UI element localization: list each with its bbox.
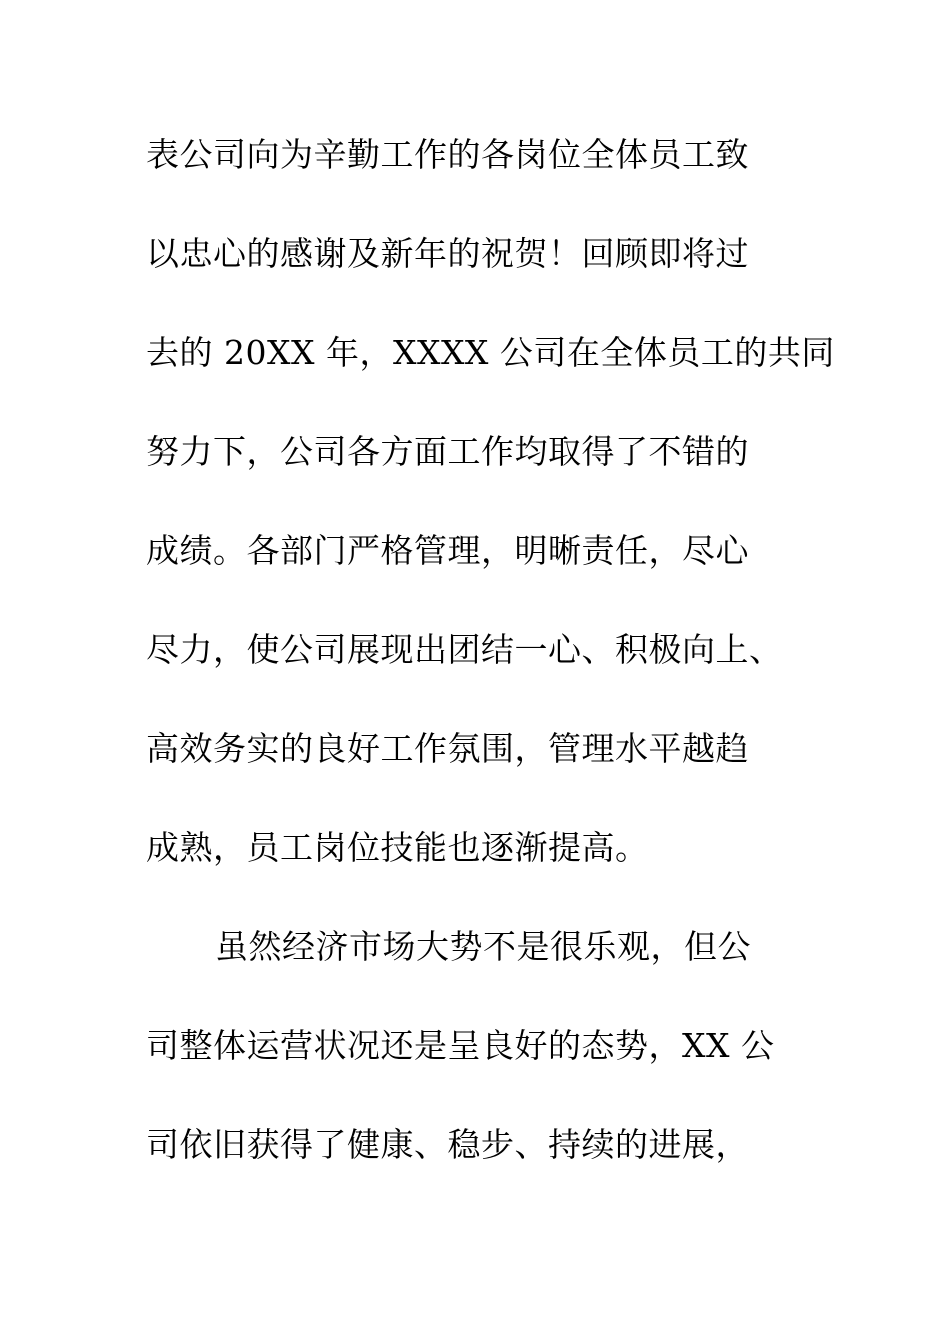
text-line: 以忠心的感谢及新年的祝贺！回顾即将过	[146, 234, 749, 273]
text-line: 高效务实的良好工作氛围，管理水平越趋	[146, 729, 749, 768]
body-text	[146, 122, 835, 1211]
text-line: 成熟，员工岗位技能也逐渐提高。	[146, 828, 649, 867]
text-line: 尽力，使公司展现出团结一心、积极向上、	[146, 630, 783, 669]
text-line: 司依旧获得了健康、稳步、持续的进展，	[146, 1125, 749, 1164]
text-line: 司整体运营状况还是呈良好的态势，XX 公	[146, 1026, 775, 1065]
text-line: 表公司向为辛勤工作的各岗位全体员工致	[146, 135, 749, 174]
text-line: 去的 20XX 年，XXXX 公司在全体员工的共同	[146, 333, 835, 372]
text-line: 努力下，公司各方面工作均取得了不错的	[146, 432, 749, 471]
text-line: 成绩。各部门严格管理，明晰责任，尽心	[146, 531, 749, 570]
paragraph-start-line: 虽然经济市场大势不是很乐观，但公	[215, 927, 751, 966]
